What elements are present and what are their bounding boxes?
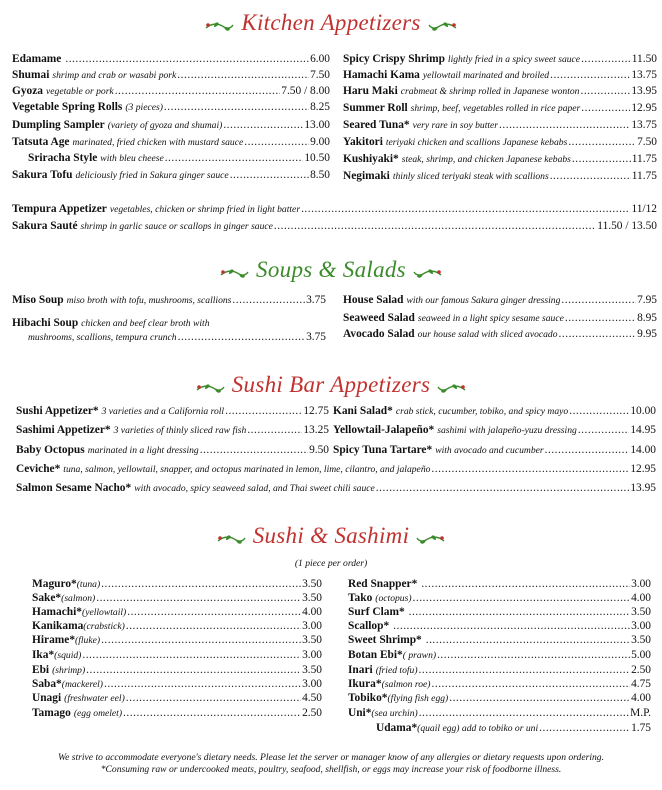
- menu-item: Surf Clam* ..... 3.50: [348, 605, 651, 620]
- menu-item: Yellowtail-Jalapeño* sashimi with jalapeño-yuzu dressing ..... 14.95: [333, 423, 656, 438]
- dietary-notice-line: We strive to accommodate everyone's dietary needs. Please let the server or manager know of any allergies or dietary requests upon ordering.: [57, 752, 605, 763]
- menu-item: Kanikama (crabstick) ..... 3.00: [32, 619, 322, 634]
- ornament-right-icon: [437, 381, 467, 397]
- soups-salads-heading: Soups & Salads: [0, 255, 662, 285]
- menu-item: Shumai shrimp and crab or wasabi pork ..... 7.50: [12, 68, 330, 83]
- menu-item: Hamachi Kama yellowtail marinated and broiled ..... 13.75: [343, 68, 657, 83]
- menu-item: Negimaki thinly sliced teriyaki steak with scallions ..... 11.75: [343, 169, 657, 184]
- menu-item: Hibachi Soup chicken and beef clear broth with: [12, 317, 210, 329]
- menu-item: Sweet Shrimp* ..... 3.50: [348, 633, 651, 648]
- menu-item: Ceviche* tuna, salmon, yellowtail, snapper, and octopus marinated in lemon, lime, cilantro, and jalapeño ..... 12.95: [16, 462, 656, 477]
- menu-item: Unagi (freshwater eel) ..... 4.50: [32, 691, 322, 706]
- ornament-left-icon: [216, 532, 246, 548]
- menu-item: Tako (octopus) ..... 4.00: [348, 591, 651, 606]
- menu-item: Dumpling Sampler (variety of gyoza and shumai) ..... 13.00: [12, 118, 330, 133]
- consumption-warning: *Consuming raw or undercooked meats, poultry, seafood, shellfish, or eggs may increase your risk of foodborne illness.: [100, 764, 562, 776]
- ornament-right-icon: [428, 19, 458, 35]
- menu-item: Ika* (squid) ..... 3.00: [32, 648, 322, 663]
- ornament-right-icon: [413, 266, 443, 282]
- menu-item: Tatsuta Age marinated, fried chicken with mustard sauce ..... 9.00: [12, 135, 330, 150]
- menu-item: Haru Maki crabmeat & shrimp rolled in Japanese wonton ..... 13.95: [343, 84, 657, 99]
- menu-item: Scallop* ..... 3.00: [348, 619, 651, 634]
- menu-item: Avocado Salad our house salad with sliced avocado ..... 9.95: [343, 327, 657, 342]
- menu-item: Sakura Tofu deliciously fried in Sakura ginger sauce ..... 8.50: [12, 168, 330, 183]
- dietary-notice: [0, 752, 662, 777]
- menu-item: Miso Soup miso broth with tofu, mushrooms, scallions ..... 3.75: [12, 293, 326, 308]
- menu-item: Tamago (egg omelet) ..... 2.50: [32, 706, 322, 721]
- menu-item: Kushiyaki* steak, shrimp, and chicken Japanese kebabs ..... 11.75: [343, 152, 657, 167]
- ornament-right-icon: [416, 532, 446, 548]
- menu-item: Salmon Sesame Nacho* with avocado, spicy seaweed salad, and Thai sweet chili sauce ..... 13.95: [16, 481, 656, 496]
- menu-item: House Salad with our famous Sakura ginger dressing ..... 7.95: [343, 293, 657, 308]
- menu-item: Sake* (salmon) ..... 3.50: [32, 591, 322, 606]
- menu-item: Tobiko* (flying fish egg) ..... 4.00: [348, 691, 651, 706]
- kitchen-appetizers-heading: Kitchen Appetizers: [0, 8, 662, 38]
- menu-item: Edamame ..... 6.00: [12, 52, 330, 67]
- menu-item: Ebi (shrimp) ..... 3.50: [32, 663, 322, 678]
- menu-item: Kani Salad* crab stick, cucumber, tobiko, and spicy mayo ..... 10.00: [333, 404, 656, 419]
- menu-item: Hamachi* (yellowtail) ..... 4.00: [32, 605, 322, 620]
- menu-item: Spicy Tuna Tartare* with avocado and cucumber ..... 14.00: [333, 443, 656, 458]
- menu-item: Botan Ebi* ( prawn) ..... 5.00: [348, 648, 651, 663]
- menu-item: Gyoza vegetable or pork ..... 7.50 / 8.00: [12, 84, 330, 99]
- menu-item: Sriracha Style with bleu cheese ..... 10.50: [28, 151, 330, 166]
- menu-item: Udama* (quail egg) add to tobiko or uni ..... 1.75: [376, 721, 651, 736]
- menu-item: Ikura* (salmon roe) ..... 4.75: [348, 677, 651, 692]
- sushi-sashimi-heading: Sushi & Sashimi: [0, 521, 662, 551]
- menu-item-continued: mushrooms, scallions, tempura crunch ..... 3.75: [28, 330, 326, 345]
- menu-item: Seared Tuna* very rare in soy butter ..... 13.75: [343, 118, 657, 133]
- menu-item: Seaweed Salad seaweed in a light spicy sesame sauce ..... 8.95: [343, 311, 657, 326]
- ornament-left-icon: [219, 266, 249, 282]
- ornament-left-icon: [204, 19, 234, 35]
- menu-item: Sushi Appetizer* 3 varieties and a California roll ..... 12.75: [16, 404, 329, 419]
- menu-item: Vegetable Spring Rolls (3 pieces) ..... 8.25: [12, 100, 330, 115]
- sushi-bar-appetizers-heading: Sushi Bar Appetizers: [0, 370, 662, 400]
- menu-item: Hirame* (fluke) ..... 3.50: [32, 633, 322, 648]
- menu-item: Maguro* (tuna) ..... 3.50: [32, 577, 322, 592]
- menu-item: Sakura Sauté shrimp in garlic sauce or scallops in ginger sauce ..... 11.50 / 13.50: [12, 219, 657, 234]
- menu-item: Saba* (mackerel) ..... 3.00: [32, 677, 322, 692]
- menu-item: Summer Roll shrimp, beef, vegetables rolled in rice paper ..... 12.95: [343, 101, 657, 116]
- menu-item: Sashimi Appetizer* 3 varieties of thinly sliced raw fish ..... 13.25: [16, 423, 329, 438]
- menu-item: Tempura Appetizer vegetables, chicken or shrimp fried in light batter ..... 11/12: [12, 202, 657, 217]
- menu-item: Uni* (sea urchin) ..... M.P.: [348, 706, 651, 721]
- menu-item: Inari (fried tofu) ..... 2.50: [348, 663, 651, 678]
- menu-item: Spicy Crispy Shrimp lightly fried in a spicy sweet sauce ..... 11.50: [343, 52, 657, 67]
- per-order-note: (1 piece per order): [294, 558, 368, 569]
- menu-item: Baby Octopus marinated in a light dressing ..... 9.50: [16, 443, 329, 458]
- menu-item: Red Snapper* ..... 3.00: [348, 577, 651, 592]
- menu-item: Yakitori teriyaki chicken and scallions Japanese kebabs ..... 7.50: [343, 135, 657, 150]
- ornament-left-icon: [195, 381, 225, 397]
